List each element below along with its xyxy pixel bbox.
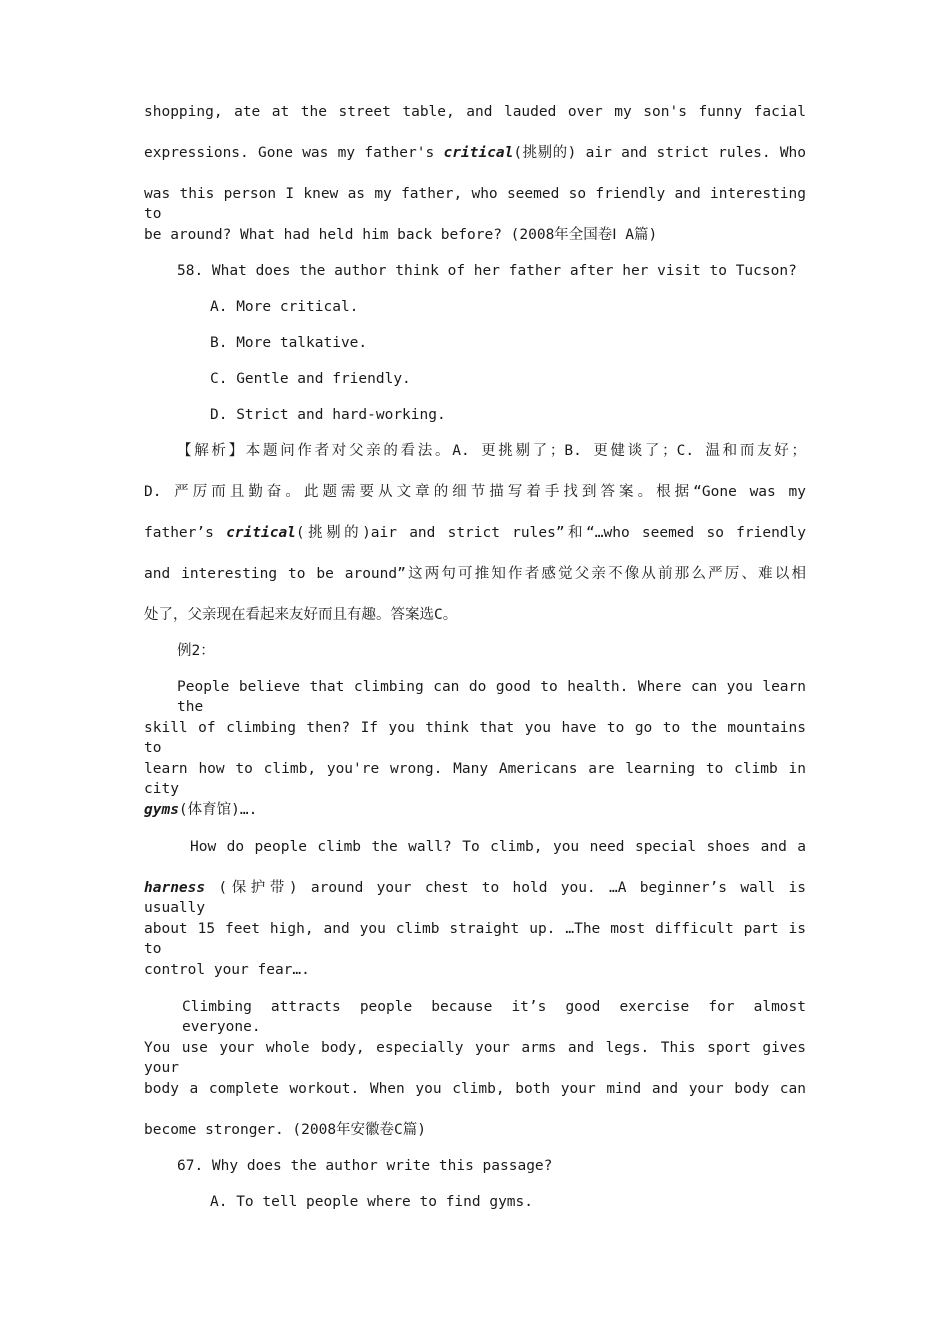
analysis-line-2: D. 严厉而且勤奋。此题需要从文章的细节描写着手找到答案。根据“Gone was my <box>144 484 806 500</box>
example2-p1-line-1: People believe that climbing can do good to health. Where can you learn the <box>177 679 806 715</box>
question-67: 67. Why does the author write this passage? <box>177 1158 553 1174</box>
passage1-line-2: expressions. Gone was my father's critical(挑剔的) air and strict rules. Who <box>144 145 807 161</box>
analysis-line-5: 处了，父亲现在看起来友好而且有趣。答案选C。 <box>144 607 458 623</box>
keyword-critical: critical <box>443 145 514 161</box>
q58-option-d: D. Strict and hard-working. <box>210 407 446 423</box>
example2-p2-line-1: Climbing attracts people because it’s good exercise for almost everyone. <box>182 999 806 1035</box>
keyword-harness: harness <box>144 880 206 896</box>
q67-option-a: A. To tell people where to find gyms. <box>210 1194 534 1210</box>
question-58: 58. What does the author think of her father after her visit to Tucson? <box>177 263 797 279</box>
passage1-line-1: shopping, ate at the street table, and lauded over my son's funny facial <box>144 104 806 120</box>
example-2-label: 例2： <box>177 643 215 659</box>
analysis-line-4: and interesting to be around”这两句可推知作者感觉父亲不像从前那么严厉、难以相 <box>144 566 806 582</box>
analysis-line-1: 【解析】本题问作者对父亲的看法。A. 更挑剔了；B. 更健谈了；C. 温和而友好； <box>177 443 806 459</box>
keyword-critical: critical <box>226 525 296 541</box>
example2-p1-line-4: gyms(体育馆)…. <box>144 802 258 818</box>
q58-option-b: B. More talkative. <box>210 335 368 351</box>
example2-p1-line-2: skill of climbing then? If you think that you have to go to the mountains to <box>144 720 806 756</box>
passage1-line-3: was this person I knew as my father, who seemed so friendly and interesting to <box>144 186 806 222</box>
example2-p1-line-6: harness (保护带) around your chest to hold you. …A beginner’s wall is usually <box>144 880 806 916</box>
example2-p2-line-2: You use your whole body, especially your arms and legs. This sport gives your <box>144 1040 806 1076</box>
example2-p1-line-5: How do people climb the wall? To climb, you need special shoes and a <box>190 839 806 855</box>
keyword-gyms: gyms <box>144 802 179 818</box>
example2-p2-line-4: become stronger. (2008年安徽卷C篇) <box>144 1122 427 1138</box>
analysis-line-3: father’s critical(挑剔的)air and strict rules”和“…who seemed so friendly <box>144 525 806 541</box>
example2-p1-line-3: learn how to climb, you're wrong. Many Americans are learning to climb in city <box>144 761 806 797</box>
example2-p2-line-3: body a complete workout. When you climb, both your mind and your body can <box>144 1081 806 1097</box>
example2-p1-line-7: about 15 feet high, and you climb straight up. …The most difficult part is to <box>144 921 806 957</box>
q58-option-c: C. Gentle and friendly. <box>210 371 411 387</box>
passage1-line-4: be around? What had held him back before? (2008年全国卷Ⅰ A篇) <box>144 227 658 243</box>
q58-option-a: A. More critical. <box>210 299 359 315</box>
example2-p1-line-8: control your fear…. <box>144 962 310 978</box>
